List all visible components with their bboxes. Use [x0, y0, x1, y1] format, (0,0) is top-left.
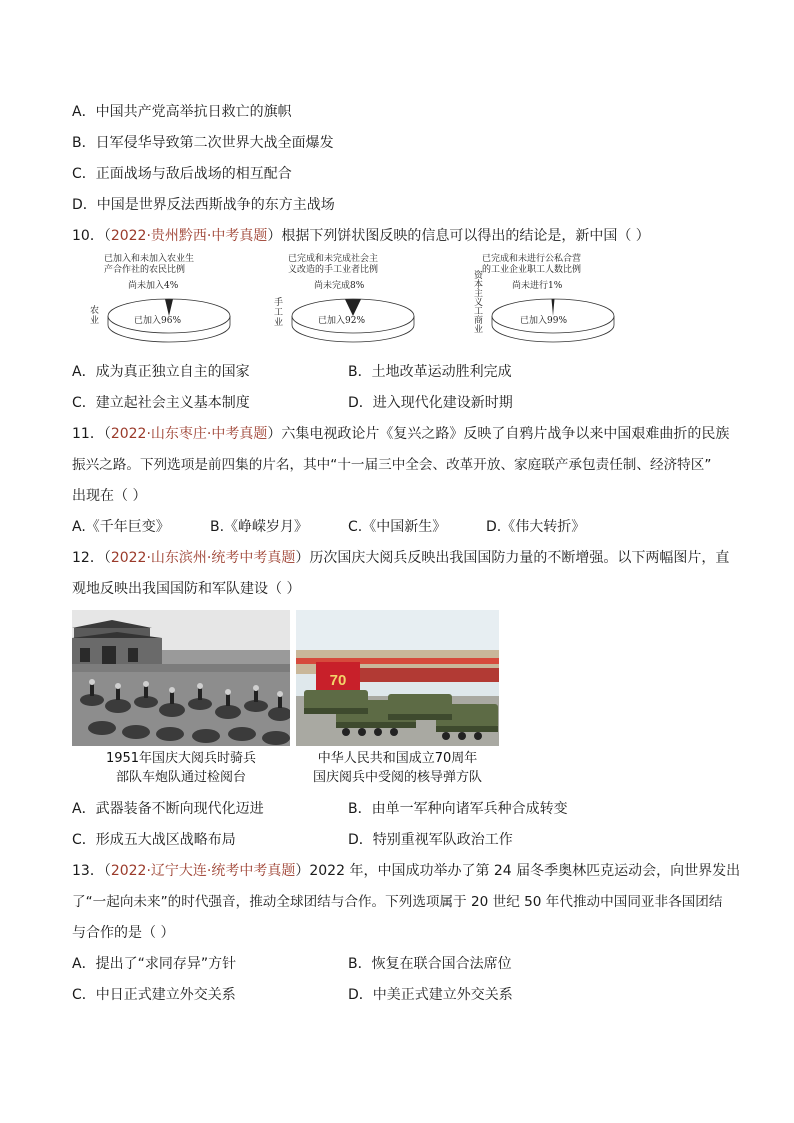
q11-stem-line1 — [72, 424, 729, 444]
q11-option-a: A.《千年巨变》 — [72, 519, 170, 535]
pie-chart-handicraft — [272, 254, 422, 344]
pie-side-label: 资本主义工商业 — [472, 270, 482, 333]
pie-pending-label: 尚未加入4% — [128, 281, 179, 291]
q13-stem-line2: 了“一起向未来”的时代强音，推动全球团结与合作。下列选项属于 20 世纪 50 年代推动中国同亚非各国团结 — [72, 894, 723, 910]
photo2-caption-line1: 中华人民共和国成立70周年 — [317, 751, 478, 766]
q11-stem-line2: 振兴之路。下列选项是前四集的片名，其中“十一届三中全会、改革开放、家庭联产承包责任制、经济特区” — [72, 457, 712, 473]
q13-number: 13．（ — [72, 863, 111, 879]
q13-source: 2022·辽宁大连·统考中考真题 — [110, 863, 296, 879]
photo1-caption-line1: 1951年国庆大阅兵时骑兵 — [105, 751, 257, 766]
pie-caption-line2: 的工业企业职工人数比例 — [482, 265, 582, 275]
q10-number: 10．（ — [72, 228, 111, 244]
pie-caption-line2: 产合作社的农民比例 — [104, 265, 186, 275]
photo-1951-drawing — [72, 610, 290, 746]
pie-side-label: 农业 — [90, 306, 100, 326]
q9-option-a: A．中国共产党高举抗日救亡的旗帜 — [72, 104, 292, 120]
q11-source: 2022·山东枣庄·中考真题 — [110, 426, 268, 442]
q12-stem-text: ）历次国庆大阅兵反映出我国国防力量的不断增强。以下两幅图片，直 — [295, 550, 730, 566]
q13-option-c: C．中日正式建立外交关系 — [72, 987, 236, 1003]
photo1-caption-line2: 部队车炮队通过检阅台 — [115, 770, 246, 785]
photo2-caption-line2: 国庆阅兵中受阅的核导弹方队 — [312, 770, 482, 785]
q9-option-b: B．日军侵华导致第二次世界大战全面爆发 — [72, 135, 334, 151]
photo-1951-cavalry-parade — [72, 610, 290, 746]
q11-option-d: D.《伟大转折》 — [486, 519, 586, 535]
q10-source: 2022·贵州黔西·中考真题 — [110, 228, 268, 244]
pie-caption-line1: 已完成和未完成社会主 — [288, 254, 379, 264]
q10-option-d: D．进入现代化建设新时期 — [348, 395, 513, 411]
pie-done-label: 已加入96% — [134, 316, 182, 326]
q13-stem-line1 — [72, 861, 740, 881]
q12-stem-line1 — [72, 548, 729, 568]
pie-pending-label: 尚未进行1% — [512, 281, 563, 291]
q10-stem-text: ）根据下列饼状图反映的信息可以得出的结论是，新中国（ ） — [267, 228, 650, 244]
q11-options — [72, 517, 585, 537]
q13-stem-line3: 与合作的是（ ） — [72, 925, 175, 941]
pie-done-label: 已加入92% — [318, 316, 366, 326]
pie-side-label: 手工业 — [274, 298, 284, 328]
q10-option-b: B．土地改革运动胜利完成 — [348, 364, 512, 380]
pie-chart-capitalist-industry — [462, 254, 622, 344]
q13-option-b: B．恢复在联合国合法席位 — [348, 956, 512, 972]
q10-option-c: C．建立起社会主义基本制度 — [72, 395, 250, 411]
pie-pending-label: 尚未完成8% — [314, 281, 365, 291]
q12-option-c: C．形成五大战区战略布局 — [72, 832, 236, 848]
q11-stem-text: ）六集电视政论片《复兴之路》反映了自鸦片战争以来中国艰难曲折的民族 — [267, 426, 730, 442]
q9-option-d: D．中国是世界反法西斯战争的东方主战场 — [72, 197, 335, 213]
q12-option-b: B．由单一军种向诸军兵种合成转变 — [348, 801, 568, 817]
pie-chart-agriculture — [88, 254, 238, 344]
q13-stem-text: ）2022 年，中国成功举办了第 24 届冬季奥林匹克运动会，向世界发出 — [295, 863, 741, 879]
q11-option-c: C.《中国新生》 — [348, 519, 447, 535]
q12-source: 2022·山东滨州·统考中考真题 — [110, 550, 296, 566]
q12-stem-line2: 观地反映出我国国防和军队建设（ ） — [72, 581, 301, 597]
q11-option-b: B.《峥嵘岁月》 — [210, 519, 309, 535]
q11-stem-line3: 出现在（ ） — [72, 488, 147, 504]
pie-caption-line1: 已加入和未加入农业生 — [104, 254, 195, 264]
pie-caption-line2: 义改造的手工业者比例 — [288, 265, 379, 275]
q10-stem — [72, 226, 650, 246]
q11-number: 11．（ — [72, 426, 111, 442]
pie-caption-line1: 已完成和未进行公私合营 — [482, 254, 582, 264]
q13-option-a: A．提出了“求同存异”方针 — [72, 956, 237, 972]
parade-70-sign-text: 70 — [329, 672, 347, 689]
photo-2019-missile-parade — [296, 610, 499, 746]
q12-option-d: D．特别重视军队政治工作 — [348, 832, 513, 848]
q10-option-a: A．成为真正独立自主的国家 — [72, 364, 250, 380]
q12-option-a: A．武器装备不断向现代化迈进 — [72, 801, 264, 817]
pie-done-label: 已加入99% — [520, 316, 568, 326]
photo-2019-drawing — [296, 610, 499, 746]
q9-option-c: C．正面战场与敌后战场的相互配合 — [72, 166, 292, 182]
q12-number: 12．（ — [72, 550, 111, 566]
q13-option-d: D．中美正式建立外交关系 — [348, 987, 513, 1003]
